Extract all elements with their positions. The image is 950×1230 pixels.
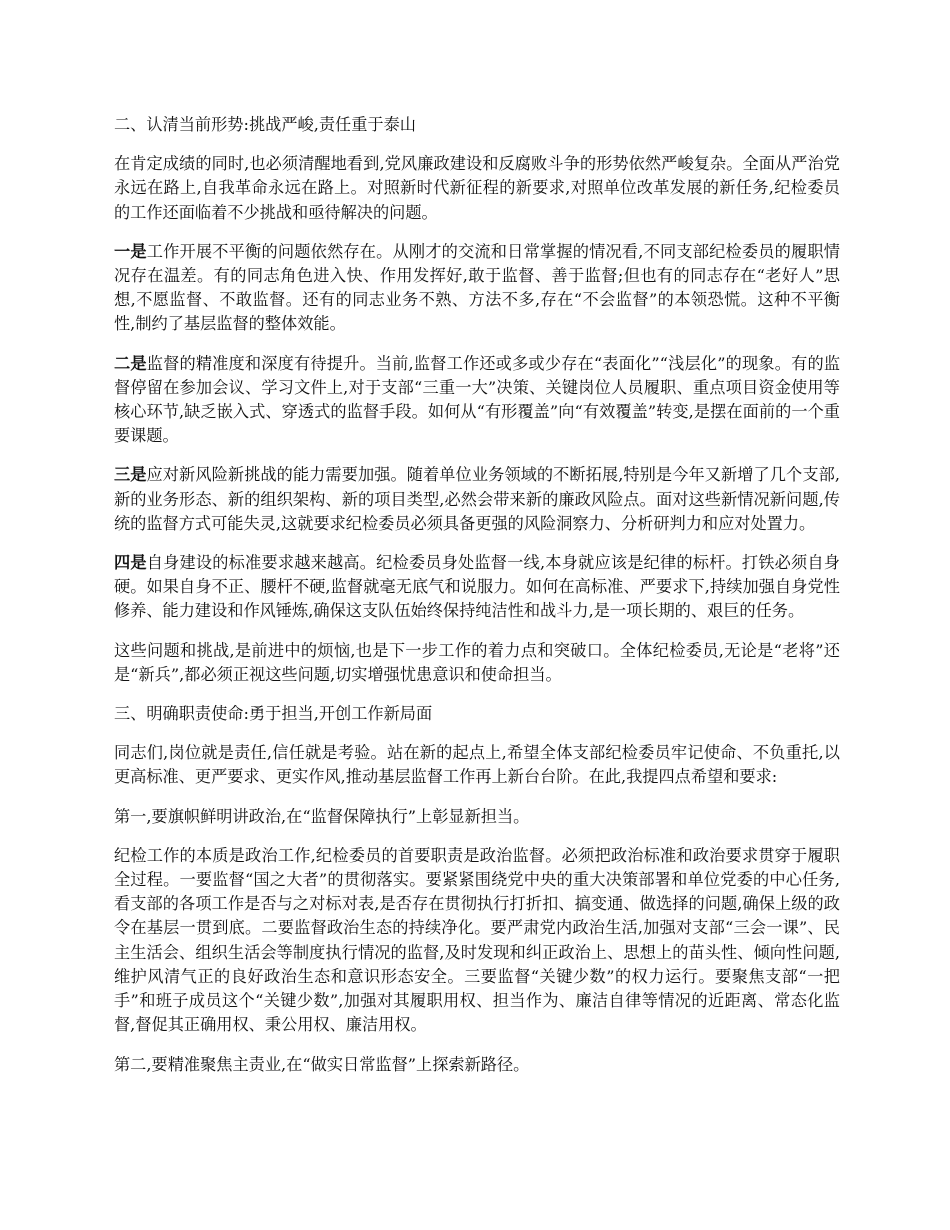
point-4-paragraph (114, 551, 840, 624)
point-1-text: 工作开展不平衡的问题依然存在。从刚才的交流和日常掌握的情况看,不同支部纪检委员的履职情况存在温差。有的同志角色进入快、作用发挥好,敢于监督、善于监督;但也有的同志存在“老好人”思想,不愿监督、不敢监督。还有的同志业务不熟、方法不多,存在“不会监督”的本领恐慌。这种不平衡性,制约了基层监督的整体效能。 (114, 241, 840, 334)
point-3-text: 应对新风险新挑战的能力需要加强。随着单位业务领域的不断拓展,特别是今年又新增了几个支部,新的业务形态、新的组织架构、新的项目类型,必然会带来新的廉政风险点。面对这些新情况新问题,传统的监督方式可能失灵,这就要求纪检委员必须具备更强的风险洞察力、分析研判力和应对处置力。 (114, 465, 840, 533)
requirement-1-heading: 第一,要旗帜鲜明讲政治,在“监督保障执行”上彰显新担当。 (114, 806, 530, 826)
point-2-text: 监督的精准度和深度有待提升。当前,监督工作还或多或少存在“表面化”“浅层化”的现象。有的监督停留在参加会议、学习文件上,对于支部“三重一大”决策、关键岗位人员履职、重点项目资金使用等核心环节,缺乏嵌入式、穿透式的监督手段。如何从“有形覆盖”向“有效覆盖”转变,是摆在面前的一个重要课题。 (114, 353, 841, 446)
intro-paragraph: 在肯定成绩的同时,也必须清醒地看到,党风廉政建设和反腐败斗争的形势依然严峻复杂。全面从严治党永远在路上,自我革命永远在路上。对照新时代新征程的新要求,对照单位改革发展的新任务,纪检委员的工作还面临着不少挑战和亟待解决的问题。 (114, 154, 840, 222)
section-heading-2: 二、认清当前形势:挑战严峻,责任重于泰山 (114, 115, 416, 134)
point-4-text: 自身建设的标准要求越来越高。纪检委员身处监督一线,本身就应该是纪律的标杆。打铁必须自身硬。如果自身不正、腰杆不硬,监督就毫无底气和说服力。如何在高标准、严要求下,持续加强自身党性修养、能力建设和作风锤炼,确保这支队伍始终保持纯洁性和战斗力,是一项长期的、艰巨的任务。 (114, 553, 840, 621)
point-2-lead: 二是 (114, 353, 147, 373)
point-2-paragraph (114, 352, 840, 449)
point-3-paragraph (114, 463, 840, 536)
point-3-lead: 三是 (114, 465, 147, 485)
requirement-2-heading: 第二,要精准聚焦主责业,在“做实日常监督”上探索新路径。 (114, 1054, 530, 1074)
point-1-paragraph (114, 240, 840, 337)
point-4-lead: 四是 (114, 553, 147, 573)
section-heading-3: 三、明确职责使命:勇于担当,开创工作新局面 (114, 704, 433, 724)
summary-paragraph: 这些问题和挑战,是前进中的烦恼,也是下一步工作的着力点和突破口。全体纪检委员,无论是“老将”还是“新兵”,都必须正视这些问题,切实增强忧患意识和使命担当。 (114, 640, 840, 684)
section-3-intro: 同志们,岗位就是责任,信任就是考验。站在新的起点上,希望全体支部纪检委员牢记使命、不负重托,以更高标准、更严要求、更实作风,推动基层监督工作再上新台台阶。在此,我提四点希望和要求: (114, 743, 840, 787)
requirement-1-text: 纪检工作的本质是政治工作,纪检委员的首要职责是政治监督。必须把政治标准和政治要求贯穿于履职全过程。一要监督“国之大者”的贯彻落实。要紧紧围绕党中央的重大决策部署和单位党委的中心任务,看支部的各项工作是否与之对标对表,是否存在贯彻执行打折扣、搞变通、做选择的问题,确保上级的政令在基层一贯到底。二要监督政治生态的持续净化。要严肃党内政治生活,加强对支部“三会一课”、民主生活会、组织生活会等制度执行情况的监督,及时发现和纠正政治上、思想上的苗头性、倾向性问题,维护风清气正的良好政治生态和意识形态安全。三要监督“关键少数”的权力运行。要聚焦支部“一把手”和班子成员这个“关键少数”,加强对其履职用权、担当作为、廉洁自律等情况的近距离、常态化监督,督促其正确用权、秉公用权、廉洁用权。 (114, 845, 840, 1035)
point-1-lead: 一是 (114, 241, 147, 261)
